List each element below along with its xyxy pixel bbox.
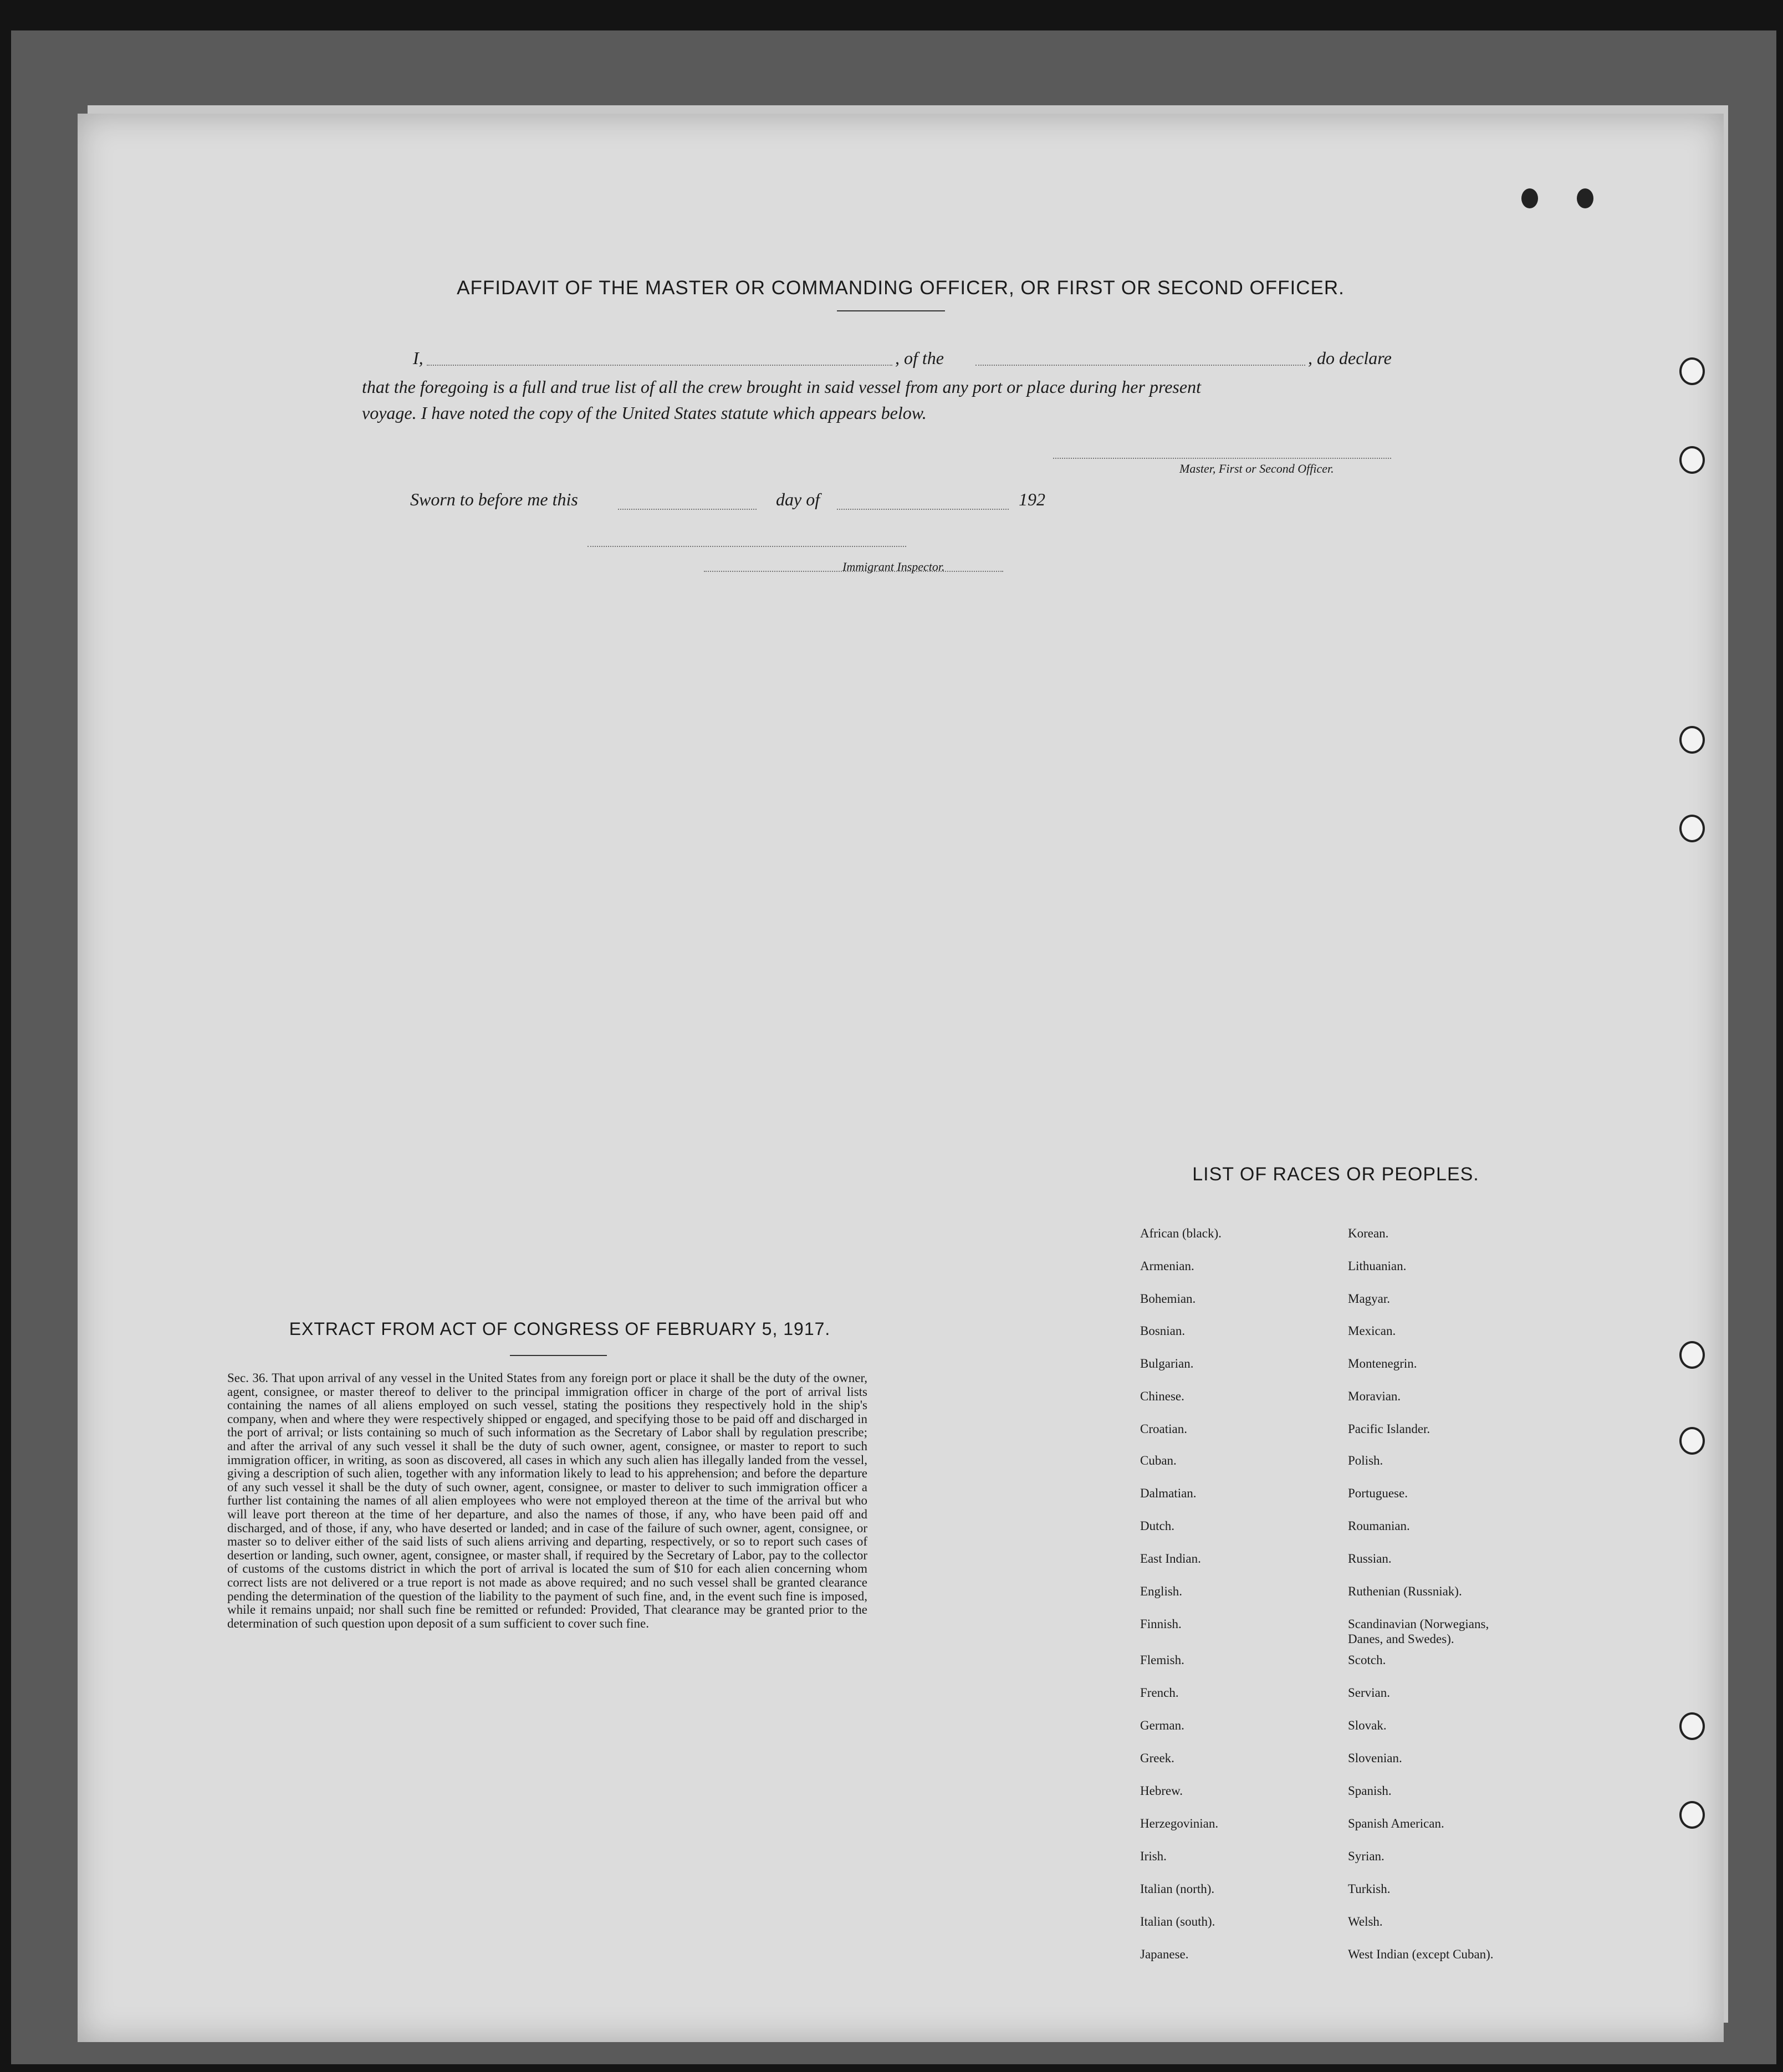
race-item: Herzegovinian. [1140,1817,1219,1830]
year-label: 192 [1019,489,1045,509]
race-item: Lithuanian. [1348,1259,1407,1273]
race-item: Dutch. [1140,1519,1174,1533]
race-item: Servian. [1348,1686,1391,1700]
race-item: Korean. [1348,1226,1389,1240]
binder-hole-8 [1679,1801,1705,1829]
title-rule [837,310,945,311]
extract-title: EXTRACT FROM ACT OF CONGRESS OF FEBRUARY 5, 1917. [289,1319,831,1339]
race-item: Mexican. [1348,1324,1396,1338]
race-item: Irish. [1140,1849,1167,1863]
binder-hole-2 [1679,446,1705,474]
races-title: LIST OF RACES OR PEOPLES. [1192,1164,1479,1185]
race-item: Ruthenian (Russniak). [1348,1584,1462,1598]
race-item: Bulgarian. [1140,1357,1194,1370]
race-item: East Indian. [1140,1552,1201,1565]
sworn-label: Sworn to before me this [410,489,578,509]
race-item: Cuban. [1140,1454,1177,1467]
extract-body: Sec. 36. That upon arrival of any vessel in the United States from any foreign port or place it shall be the duty of the owner, agent, consignee, or master thereof to deliver to the principal immigration officer in charge of the port of arrival lists containing the names of all aliens employed on such vessel, stating the positions they respectively hold in the ship's company, when and where they were respectively shipped or engaged, and specifying those to be paid off and discharged in the port of arrival; or lists containing so much of such information as the Secretary of Labor shall by regulation prescribe; and after the arrival of any such vessel it shall be the duty of such owner, agent, consignee, or master to report to such immigration officer, in writing, as soon as discovered, all cases in which any such alien has illegally landed from the vessel, giving a description of such alien, together with any information likely to lead to his apprehension; and before the departure of any such vessel it shall be the duty of such owner, agent, consignee, or master to deliver to such immigration officer a further list containing the names of all alien employees who were not employed thereon at the time of the arrival but who will leave port thereon at the time of her departure, and also the names of those, if any, who have been paid off and discharged, and of those, if any, who have deserted or landed; and in case of the failure of such owner, agent, consignee, or master so to deliver either of the said lists of such aliens arriving and departing, respectively, or so to report such cases of desertion or landing, such owner, agent, consignee, or master shall, if required by the Secretary of Labor, pay to the collector of customs of the customs district in which the port of arrival is located the sum of $10 for each alien concerning whom correct lists are not delivered or a true report is not made as above required; and no such vessel shall be granted clearance pending the determination of the question of the liability to the payment of such fine, and, in the event such fine is imposed, while it remains unpaid; nor shall such fine be remitted or refunded: Provided, That clearance may be granted prior to the determination of such question upon deposit of a sum sufficient to cover such fine. [227,1371,867,1630]
sworn-month-line[interactable] [837,509,1009,510]
sworn-day-line[interactable] [618,509,757,510]
race-item: Bohemian. [1140,1292,1196,1306]
race-item: Italian (south). [1140,1915,1215,1928]
affidavit-line-2: that the foregoing is a full and true list of all the crew brought in said vessel from any port or place during her present [362,377,1201,397]
binder-hole-4 [1679,815,1705,842]
race-item: Slovak. [1348,1718,1387,1732]
affidavit-i-label: I, [413,348,423,368]
race-item: Polish. [1348,1454,1383,1467]
binder-hole-7 [1679,1712,1705,1740]
master-name-line[interactable] [427,365,892,366]
race-item: German. [1140,1718,1184,1732]
race-item: Turkish. [1348,1882,1391,1896]
race-item: Montenegrin. [1348,1357,1417,1370]
race-item: Scandinavian (Norwegians, Danes, and Swedes). [1348,1617,1489,1646]
race-item: Syrian. [1348,1849,1384,1863]
race-item: French. [1140,1686,1179,1700]
race-item: West Indian (except Cuban). [1348,1947,1494,1961]
race-item: Italian (north). [1140,1882,1215,1896]
race-item: Scotch. [1348,1653,1386,1667]
signature-label: Master, First or Second Officer. [1179,462,1334,475]
race-item: Moravian. [1348,1389,1401,1403]
race-item: Spanish American. [1348,1817,1444,1830]
affidavit-do-declare: , do declare [1308,348,1392,368]
race-item: Greek. [1140,1751,1174,1765]
affidavit-of-the: , of the [895,348,944,368]
punch-hole-2 [1577,188,1593,208]
binder-hole-5 [1679,1341,1705,1369]
race-item: Chinese. [1140,1389,1184,1403]
race-item: Pacific Islander. [1348,1422,1431,1436]
race-item: Russian. [1348,1552,1392,1565]
inspector-label: Immigrant Inspector. [842,560,945,574]
race-item: Magyar. [1348,1292,1391,1306]
punch-hole-1 [1521,188,1538,208]
race-item: Slovenian. [1348,1751,1402,1765]
binder-hole-6 [1679,1427,1705,1455]
race-item: Portuguese. [1348,1486,1408,1500]
race-item: Roumanian. [1348,1519,1410,1533]
affidavit-title: AFFIDAVIT OF THE MASTER OR COMMANDING OFFICER, OR FIRST OR SECOND OFFICER. [457,277,1345,299]
race-item: Hebrew. [1140,1784,1183,1798]
race-item: African (black). [1140,1226,1222,1240]
extract-title-rule [510,1355,607,1356]
race-item: English. [1140,1584,1183,1598]
binder-hole-3 [1679,726,1705,754]
race-item: Dalmatian. [1140,1486,1197,1500]
signature-line[interactable] [1053,458,1391,459]
sworn-underline [587,546,906,547]
race-item: Armenian. [1140,1259,1194,1273]
race-item: Spanish. [1348,1784,1392,1798]
binder-hole-1 [1679,357,1705,385]
race-item: Bosnian. [1140,1324,1186,1338]
race-item: Welsh. [1348,1915,1383,1928]
vessel-name-line[interactable] [975,365,1305,366]
race-item: Flemish. [1140,1653,1184,1667]
affidavit-line-3: voyage. I have noted the copy of the United States statute which appears below. [362,403,927,423]
race-item: Finnish. [1140,1617,1182,1631]
race-item: Japanese. [1140,1947,1189,1961]
race-item: Croatian. [1140,1422,1187,1436]
day-of-label: day of [776,489,820,509]
